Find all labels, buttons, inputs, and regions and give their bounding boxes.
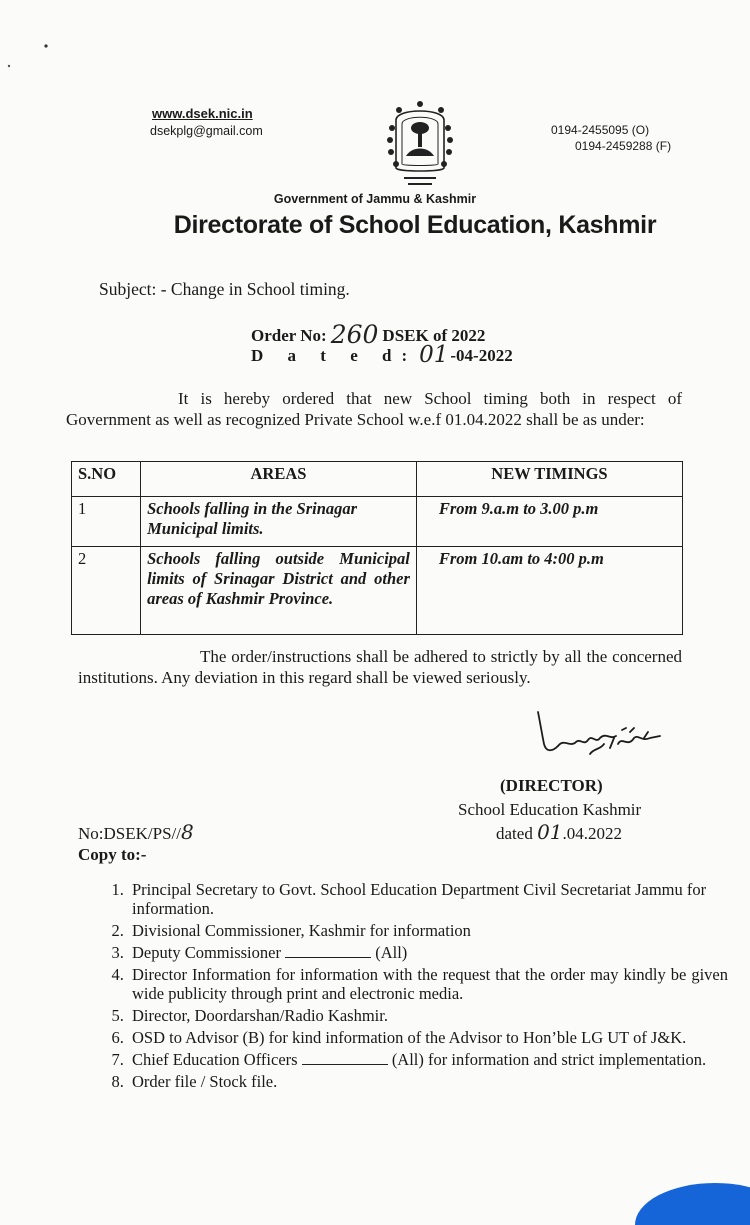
list-item: 8. Order file / Stock file. [128, 1072, 728, 1091]
website-link[interactable]: www.dsek.nic.in [152, 106, 253, 121]
blank-line [285, 957, 371, 958]
table-header-row [72, 462, 683, 497]
director-title: (DIRECTOR) [500, 776, 603, 795]
list-item-after: (All) for information and strict implementation. [391, 1050, 707, 1069]
copy-to-list [88, 880, 728, 1094]
list-item: 1. Principal Secretary to Govt. School Education Department Civil Secretariat Jammu for information. [128, 880, 728, 918]
copy-to-heading: Copy to:- [78, 845, 147, 864]
intro-paragraph: It is hereby ordered that new School timing both in respect of Government as well as recognized Private School w.e.f 01.04.2022 shall be as under: [66, 389, 682, 429]
blue-corner-shape [625, 1165, 750, 1225]
row-timing: From 9.a.m to 3.00 p.m [416, 497, 682, 547]
list-item-after: (All) [375, 943, 408, 962]
order-date-line [251, 341, 513, 367]
reference-handwritten-number: 8 [180, 820, 194, 844]
jk-emblem-icon [382, 98, 458, 190]
row-area: Schools falling in the Srinagar Municipal limits. [141, 497, 417, 547]
row-area: Schools falling outside Municipal limits of Srinagar District and other areas of Kashmir Province. [141, 547, 417, 635]
order-number: 260 [330, 320, 379, 349]
reference-number [78, 820, 194, 844]
list-item-before: Deputy Commissioner [132, 943, 281, 962]
order-suffix: DSEK of 2022 [382, 326, 486, 345]
row-sno: 2 [72, 547, 141, 635]
dated-label: dated [496, 824, 533, 843]
date-label: D a t e d: [251, 346, 418, 365]
date-rest: -04-2022 [450, 346, 513, 365]
date-day: 01 [419, 342, 449, 368]
table-row [72, 497, 683, 547]
dated-day: 01 [537, 820, 563, 844]
dated-rest: .04.2022 [562, 824, 623, 843]
email-address: dsekplg@gmail.com [150, 124, 263, 138]
header-sno: S.NO [72, 462, 141, 497]
school-timing-table [71, 461, 683, 635]
handwritten-signature-icon [530, 708, 680, 780]
table-row [72, 547, 683, 635]
header-new-timings: NEW TIMINGS [416, 462, 682, 497]
list-item: 2. Divisional Commissioner, Kashmir for information [128, 921, 728, 940]
list-item [128, 943, 728, 962]
list-item [128, 1050, 728, 1069]
list-item: 5. Director, Doordarshan/Radio Kashmir. [128, 1006, 728, 1025]
closing-paragraph: The order/instructions shall be adhered to strictly by all the concerned institutions. Any deviation in this regard shall be viewed seriously. [78, 647, 682, 687]
subject-line: Subject: - Change in School timing. [99, 279, 350, 299]
directorate-title: Directorate of School Education, Kashmir [173, 211, 657, 239]
blank-line [302, 1064, 388, 1065]
office-name: School Education Kashmir [458, 800, 642, 819]
header-areas: AREAS [141, 462, 417, 497]
reference-label: No:DSEK/PS// [78, 824, 181, 843]
government-title: Government of Jammu & Kashmir [273, 192, 477, 206]
list-item: 4. Director Information for information with the request that the order may kindly be given wide publicity through print and electronic media. [128, 965, 728, 1003]
list-item-before: Chief Education Officers [132, 1050, 298, 1069]
dated-line [496, 820, 622, 844]
row-timing: From 10.am to 4:00 p.m [416, 547, 682, 635]
row-sno: 1 [72, 497, 141, 547]
list-item: 6. OSD to Advisor (B) for kind information of the Advisor to Hon’ble LG UT of J&K. [128, 1028, 728, 1047]
phone-fax: 0194-2459288 (F) [575, 139, 672, 153]
order-label: Order No: [251, 326, 327, 345]
scan-specks [0, 0, 60, 80]
phone-office: 0194-2455095 (O) [551, 123, 650, 137]
